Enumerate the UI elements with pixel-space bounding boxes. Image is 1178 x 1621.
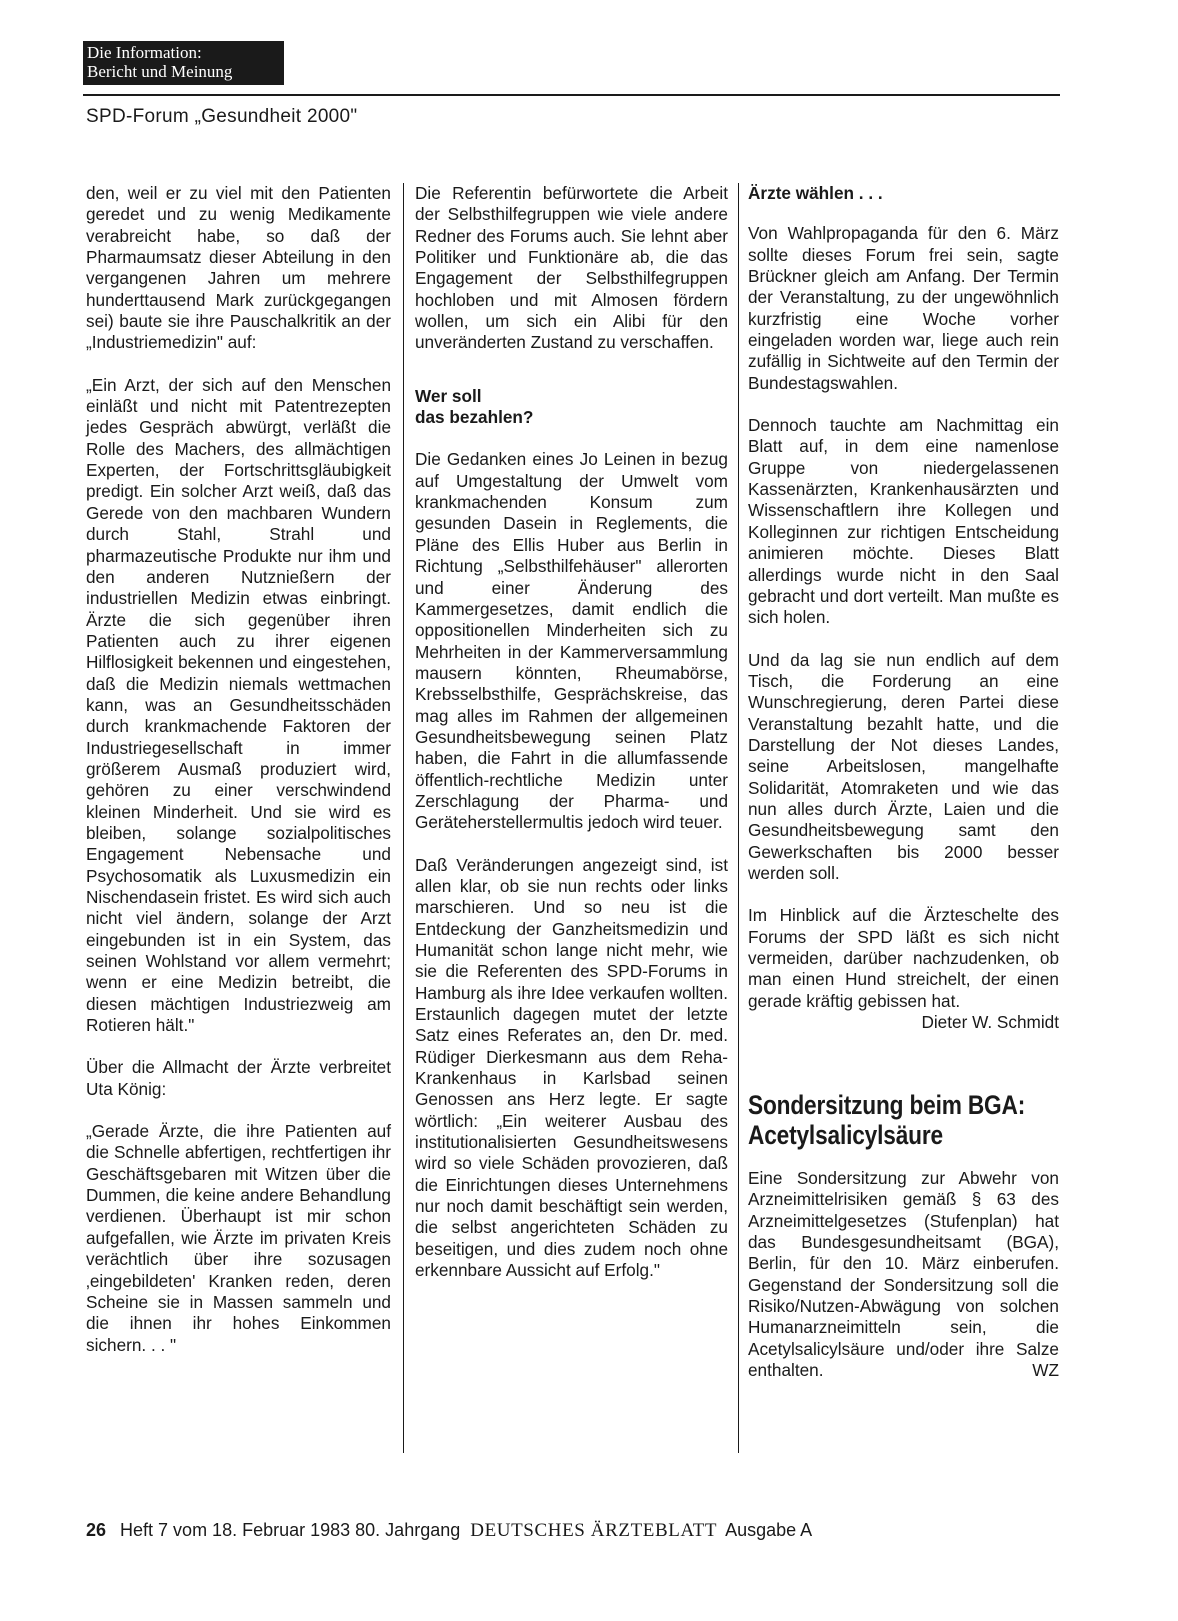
paragraph-text: Im Hinblick auf die Ärzteschelte des Forums der SPD läßt es sich nicht vermeiden, darüber nachzudenken, ob man einen Hund streichelt, der einen gerade kräftig gebissen hat. bbox=[748, 905, 1059, 1011]
column-divider-2 bbox=[738, 183, 739, 1453]
paragraph: Die Gedanken eines Jo Leinen in bezug auf Umgestaltung der Umwelt vom krankmachenden Konsum zum gesunden Dasein in Reglements, die Pläne des Ellis Huber aus Berlin in Richtung „Selbsthilfehäuser" allerorten und einer Änderung des Kammergesetzes, damit endlich die oppositionellen Minderheiten sich zu Mehrheiten in der Kammerversammlung mausern könnten, Rheumabörse, Krebsselbsthilfe, Gesprächskreise, das mag alles im Rahmen der allgemeinen Gesundheitsbewegung seinen Platz haben, die Fahrt in die allumfassende öffentlich-rechtliche Medizin unter Zerschlagung der Pharma- und Geräteherstellermultis jedoch wird teuer. bbox=[415, 449, 728, 833]
paragraph: Dennoch tauchte am Nachmittag ein Blatt auf, in dem eine namenlose Gruppe von niedergelassenen Kassenärzten, Krankenhausärzten und Wissenschaftlern ihre Kollegen und Kolleginnen zur richtigen Entscheidung animieren möchte. Dieses Blatt allerdings wurde nicht in den Saal gebracht und dort verteilt. Man mußte es sich holen. bbox=[748, 415, 1059, 628]
running-head: SPD-Forum „Gesundheit 2000" bbox=[86, 106, 358, 127]
subheading-wer-soll bbox=[415, 386, 728, 429]
paragraph: Die Referentin befürwortete die Arbeit der Selbsthilfegruppen wie viele andere Redner des Forums auch. Sie lehnt aber Politiker und Funktionäre ab, die das Engagement der Selbsthilfegruppen hochloben und mit Almosen fördern wollen, um sich ein Alibi für den unveränderten Zustand zu verschaffen. bbox=[415, 183, 728, 353]
page-number: 26 bbox=[86, 1520, 107, 1540]
quote-paragraph: „Gerade Ärzte, die ihre Patienten auf die Schnelle abfertigen, rechtfertigen ihr Geschäftsgebaren mit Witzen über die Dummen, die keine andere Behandlung verdienen. Überhaupt ist mir schon aufgefallen, wie Ärzte im privaten Kreis verächtlich über ihre sozusagen ‚eingebildeten' Kranken reden, deren Scheine sie in Massen sammeln und die ihnen ihr hohes Einkommen sichern. . . " bbox=[86, 1121, 391, 1355]
edition: Ausgabe A bbox=[725, 1520, 813, 1540]
paragraph: den, weil er zu viel mit den Patienten geredet und zu wenig Medikamente verabreicht habe, so daß der Pharmaumsatz dieser Abteilung in den vergangenen Jahren um mehrere hunderttausend Mark zurückgegangen sei) baute sie ihre Pauschalkritik an der „Industriemedizin" auf: bbox=[86, 183, 391, 353]
issue-info: Heft 7 vom 18. Februar 1983 80. Jahrgang bbox=[120, 1520, 461, 1540]
column-1 bbox=[86, 183, 391, 1377]
subheading-line2: das bezahlen? bbox=[415, 407, 534, 428]
paragraph-with-signature bbox=[748, 905, 1059, 1033]
subheading-aerzte-waehlen: Ärzte wählen . . . bbox=[748, 183, 883, 203]
paragraph: Und da lag sie nun endlich auf dem Tisch, die Forderung an eine Wunschregierung, deren Partei diese Veranstaltung bezahlt hatte, und die Darstellung der Not dieses Landes, seine Arbeitslosen, mangelhafte Solidarität, Atomraketen und wie das nun alles durch Ärzte, Laien und die Gesundheitsbewegung samt den Gewerkschaften bis 2000 besser werden soll. bbox=[748, 649, 1059, 883]
column-2 bbox=[415, 183, 728, 1303]
page-footer bbox=[86, 1520, 812, 1542]
paragraph-text: Eine Sondersitzung zur Abwehr von Arzneimittelrisiken gemäß § 63 des Arzneimittelgesetzes (Stufenplan) hat das Bundesgesundheitsamt (BGA), Berlin, für den 10. März einberufen. Gegenstand der Sondersitzung soll die Risiko/Nutzen-Abwägung von solchen Humanarzneimitteln sein, die Acetylsalicylsäure und/oder ihre Salze enthalten. bbox=[748, 1168, 1059, 1381]
section-label bbox=[83, 41, 284, 85]
paragraph: Über die Allmacht der Ärzte verbreitet Uta König: bbox=[86, 1057, 391, 1099]
quote-paragraph: „Ein Arzt, der sich auf den Menschen einläßt und nicht mit Patentrezepten jedes Gespräch abwürgt, verläßt die Rolle des Machers, des allmächtigen Experten, der Fortschrittsgläubigkeit predigt. Ein solcher Arzt weiß, daß das Gerede von den machbaren Wundern durch Stahl, Strahl und pharmazeutische Produkte nur ihm und den anderen Nutznießern der industriellen Medizin etwas einbringt. Ärzte die sich gegenüber ihren Patienten auch zu ihrer eigenen Hilflosigkeit bekennen und eingestehen, daß die Medizin niemals wettmachen kann, was an Gesundheitsschäden durch krankmachende Faktoren der Industriegesellschaft in immer größerem Ausmaß produziert wird, gehören zu einer verschwindend kleinen Minderheit. Und sie wird es bleiben, solange sozialpolitisches Engagement Nebensache und Psychosomatik als Luxusmedizin ein Nischendasein fristet. Es wird sich auch nicht viel ändern, solange der Arzt eingebunden ist in ein System, das seinen Wohlstand vor allem vermehrt; wenn er eine Medizin betreibt, die diesen mächtigen Industriezweig am Rotieren hält." bbox=[86, 374, 391, 1036]
paragraph: Von Wahlpropaganda für den 6. März sollte dieses Forum frei sein, sagte Brückner gleich am Anfang. Der Termin der Veranstaltung, zu der ungewöhnlich kurzfristig eine Woche vorher eingeladen worden war, liege auch rein zufällig in Sichtweite auf den Termin der Bundestagswahlen. bbox=[748, 223, 1059, 393]
paragraph-with-signature bbox=[748, 1168, 1059, 1381]
column-3 bbox=[748, 183, 1059, 1402]
headline-line1: Sondersitzung beim BGA: bbox=[748, 1090, 1026, 1121]
author-signature: Dieter W. Schmidt bbox=[921, 1012, 1059, 1033]
headline-line2: Acetylsalicylsäure bbox=[748, 1120, 943, 1151]
column-divider-1 bbox=[403, 183, 404, 1453]
top-rule bbox=[83, 94, 1060, 96]
subheading-line1: Wer soll bbox=[415, 385, 482, 406]
article-headline bbox=[748, 1090, 1059, 1150]
author-initials: WZ bbox=[1032, 1360, 1059, 1381]
section-label-line2: Bericht und Meinung bbox=[87, 62, 233, 81]
section-label-line1: Die Information: bbox=[87, 43, 202, 62]
journal-name: DEUTSCHES ÄRZTEBLATT bbox=[470, 1520, 718, 1541]
paragraph: Daß Veränderungen angezeigt sind, ist allen klar, ob sie nun rechts oder links marschieren. Und so neu ist die Entdeckung der Ganzheitsmedizin und Humanität schon lange nicht mehr, wie sie die Referenten des SPD-Forums in Hamburg als ihre Idee verkaufen wollten. Erstaunlich dagegen mutet der letzte Satz eines Referates an, den Dr. med. Rüdiger Dierkesmann aus dem Reha-Krankenhaus in Karlsbad seinen Genossen ans Herz legte. Er sagte wörtlich: „Ein weiterer Ausbau des institutionalisierten Gesundheitswesens wird so viele Schäden provozieren, daß die Einrichtungen dieses Unternehmens nur noch damit beschäftigt sein werden, die selbst angerichteten Schäden zu beseitigen, und dies zudem noch ohne erkennbare Aussicht auf Erfolg." bbox=[415, 854, 728, 1281]
